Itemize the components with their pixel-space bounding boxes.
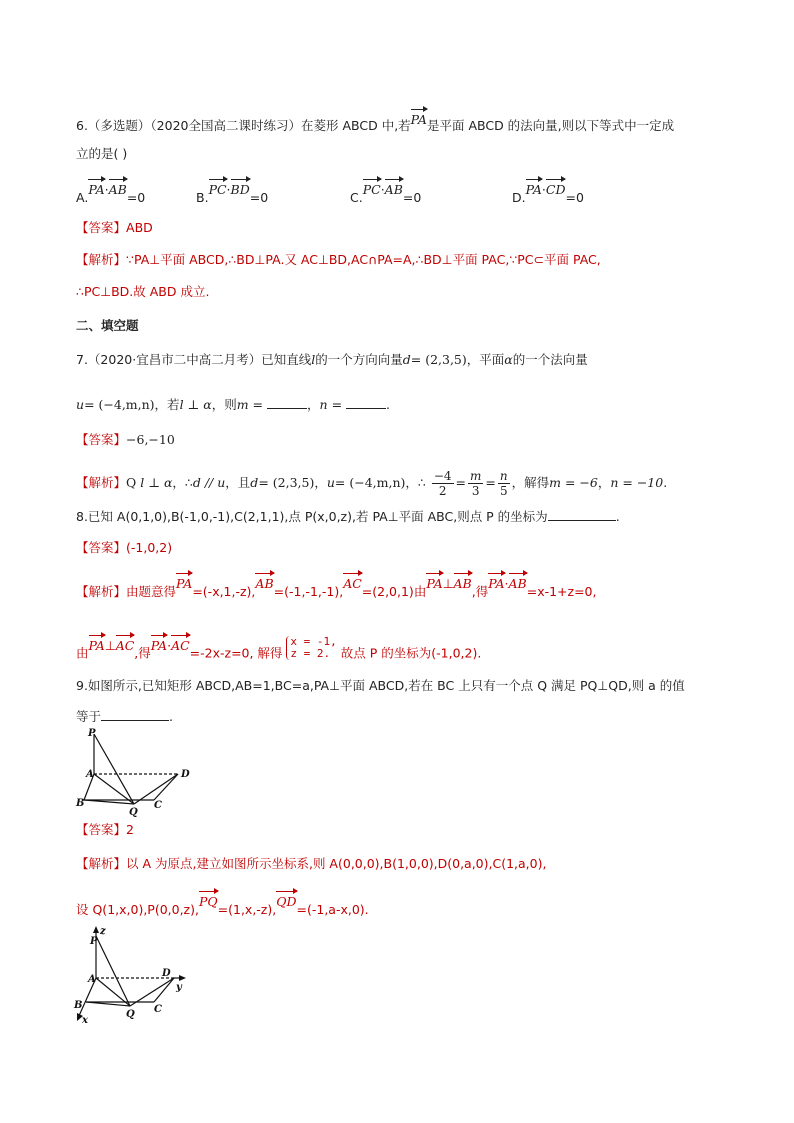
var-u: u: [326, 475, 335, 490]
fig-label-d: D: [162, 968, 171, 979]
result-m: m = −6: [549, 475, 598, 490]
analysis-text: 由题意得: [126, 584, 177, 599]
vector: PC: [362, 182, 381, 197]
q7-text: ，若: [154, 397, 180, 412]
q7-text: ，: [314, 475, 327, 490]
q9-text: 等于: [76, 709, 102, 724]
perp: ⊥: [442, 576, 454, 591]
perp: ⊥: [104, 637, 116, 653]
numerator: m: [470, 469, 482, 483]
vector: PC: [208, 182, 227, 197]
comma: ，: [307, 397, 320, 412]
parallel-statement: d // u: [192, 475, 226, 490]
system-line: x = -1,: [290, 635, 337, 648]
q9-line2: [76, 708, 173, 725]
vector-u-value: = (−4,m,n): [334, 475, 406, 490]
q7-text: ，平面: [466, 352, 505, 367]
var-d: d: [250, 475, 259, 490]
answer-tag: 【答案】: [76, 432, 127, 447]
q9-text: 9.如图所示,已知矩形 ABCD,AB=1,BC=a,PA⊥平面 ABCD,若在 BC 上只有一个点 Q 满足 PQ⊥QD,则 a 的值: [76, 678, 685, 693]
q6-answer: [76, 220, 153, 236]
fig-label-c: C: [154, 800, 162, 811]
q9-figure: [76, 726, 192, 818]
answer-value: −6,−10: [126, 432, 175, 447]
q7-text: 的一个法向量: [512, 352, 588, 367]
q6-line1: [76, 112, 675, 134]
var-m: m =: [236, 397, 264, 412]
denominator: 5: [499, 484, 508, 498]
q7-text: ，则: [211, 397, 237, 412]
q6-analysis-1: [76, 252, 601, 268]
vector: AC: [115, 637, 135, 653]
vector: PA: [525, 182, 542, 197]
answer-tag: 【答案】: [76, 822, 127, 837]
q8-text: 8.已知 A(0,1,0),B(-1,0,-1),C(2,1,1),点 P(x,0,z),若 PA⊥平面 ABC,则点 P 的坐标为: [76, 509, 548, 524]
option-c-label: C.: [350, 190, 363, 205]
vector: AB: [508, 576, 527, 591]
q7-answer: [76, 432, 175, 448]
vector: AC: [171, 637, 190, 653]
answer-blank-n[interactable]: [346, 396, 386, 409]
q7-text: ，: [597, 475, 611, 490]
vector: AB: [255, 576, 274, 591]
analysis-tag: 【解析】: [76, 856, 127, 871]
q6-text-1b: 是平面 ABCD 的法向量,则以下等式中一定成: [426, 118, 675, 133]
fig-label-q: Q: [126, 1009, 135, 1020]
analysis-text: =(-1,a-x,0).: [296, 902, 369, 917]
q9-analysis-1: [76, 856, 546, 872]
analysis-tag: 【解析】: [76, 252, 127, 267]
fig-label-q: Q: [129, 807, 138, 818]
period: .: [169, 709, 173, 724]
result-n: n = −10: [610, 475, 664, 490]
condition: l ⊥ α: [140, 475, 173, 490]
q6-option-b: B.PC·BD=0: [196, 182, 269, 205]
numerator: n: [499, 469, 508, 483]
vector: AC: [343, 576, 362, 591]
analysis-text: ∴PC⊥BD.故 ABD 成立.: [76, 284, 210, 299]
analysis-text: ,得: [134, 645, 151, 661]
fraction: [498, 469, 510, 498]
fig-label-c: C: [154, 1004, 162, 1015]
analysis-text: 以 A 为原点,建立如图所示坐标系,则 A(0,0,0),B(1,0,0),D(0,a,0),C(1,a,0),: [126, 856, 547, 871]
var-n: n =: [319, 397, 343, 412]
fig-label-z: z: [100, 926, 106, 937]
q6-option-d: D.PA·CD=0: [512, 182, 584, 205]
answer-blank[interactable]: [548, 508, 616, 521]
analysis-text: =(-x,1,-z),: [192, 584, 256, 599]
q6-text-1: 6.（多选题）（2020全国高二课时练习）在菱形 ABCD 中,若: [76, 118, 411, 133]
q-symbol: Q: [126, 475, 137, 490]
equals: =: [455, 475, 467, 490]
dot: ·: [167, 637, 172, 653]
vector: AB: [384, 182, 403, 197]
option-a-tail: =0: [126, 190, 146, 205]
analysis-text: 设 Q(1,x,0),P(0,0,z),: [76, 902, 199, 917]
vector: PQ: [198, 894, 218, 909]
vector: PA: [88, 182, 105, 197]
fig-label-b: B: [74, 1000, 83, 1011]
q7-analysis: [76, 466, 667, 500]
denominator: 3: [471, 484, 480, 498]
fig-label-p: P: [90, 936, 98, 947]
option-c-tail: =0: [402, 190, 422, 205]
option-d-tail: =0: [565, 190, 584, 205]
analysis-text: =(1,x,-z),: [217, 902, 277, 917]
analysis-text: 由: [76, 645, 89, 661]
vector: CD: [545, 182, 566, 197]
q6-line2: [76, 146, 127, 162]
option-b-label: B.: [196, 190, 209, 205]
var-u: u: [76, 397, 85, 412]
answer-tag: 【答案】: [76, 540, 127, 555]
q6-option-c: C.PC·AB=0: [350, 182, 422, 205]
dot: ·: [504, 576, 509, 591]
vector-pa: PA: [410, 112, 427, 127]
period: .: [663, 475, 668, 490]
section-heading: [76, 318, 139, 334]
analysis-text: ,得: [471, 584, 489, 599]
equation-system: [286, 636, 336, 660]
vector: PA: [150, 637, 168, 653]
q6-text-2: 立的是( ): [76, 146, 128, 161]
q9-line1: [76, 678, 685, 694]
answer-blank[interactable]: [101, 708, 169, 721]
q7-text: ，解得: [511, 475, 550, 490]
answer-value: (-1,0,2): [126, 540, 173, 555]
numerator: −4: [433, 469, 452, 483]
q7-text: 7.（2020·宜昌市二中高二月考）已知直线: [76, 352, 312, 367]
var-alpha: α: [504, 352, 513, 367]
q7-text: ，且: [225, 475, 251, 490]
fig-label-a: A: [86, 769, 94, 780]
answer-tag: 【答案】: [76, 220, 127, 235]
fraction: [432, 469, 454, 498]
answer-blank-m[interactable]: [267, 396, 307, 409]
q6-analysis-2: [76, 284, 209, 300]
answer-value: ABD: [126, 220, 153, 235]
fig-label-y: y: [176, 982, 182, 993]
q9-analysis-2: [76, 894, 369, 918]
analysis-text: =(2,0,1)由: [361, 584, 427, 599]
vector: PA: [176, 576, 193, 591]
q9-answer: [76, 822, 134, 838]
analysis-text: 故点 P 的坐标为(-1,0,2).: [340, 645, 482, 661]
vector: QD: [276, 894, 297, 909]
q6-option-a: A.PA·AB=0: [76, 182, 146, 205]
q8-analysis-2: [76, 635, 482, 666]
analysis-text: =(-1,-1,-1),: [273, 584, 344, 599]
vector-d-value: = (2,3,5): [258, 475, 315, 490]
vector: PA: [88, 637, 105, 653]
q7-text: ，∴: [405, 475, 426, 490]
vector-u-value: = (−4,m,n): [84, 397, 155, 412]
q7-line2: [76, 396, 390, 413]
analysis-tag: 【解析】: [76, 584, 127, 599]
q8-answer: [76, 540, 172, 556]
fraction: [468, 469, 483, 498]
period: .: [615, 509, 620, 524]
answer-value: 2: [126, 822, 134, 837]
analysis-tag: 【解析】: [76, 475, 127, 490]
fig-label-b: B: [76, 798, 85, 809]
condition: l ⊥ α: [179, 397, 212, 412]
q8-line1: [76, 508, 620, 525]
q7-line1: [76, 352, 588, 368]
var-l: l: [311, 352, 316, 367]
system-line: z = 2.: [290, 647, 331, 660]
analysis-text: =-2x-z=0, 解得: [189, 645, 283, 661]
q7-text: ，∴: [172, 475, 193, 490]
q7-text: 的一个方向向量: [315, 352, 403, 367]
equals: =: [485, 475, 496, 490]
fig-label-p: P: [88, 728, 96, 739]
denominator: 2: [438, 484, 447, 498]
fig-label-x: x: [82, 1015, 88, 1026]
vector-d-value: = (2,3,5): [410, 352, 467, 367]
analysis-text: ∵PA⊥平面 ABCD,∴BD⊥PA.又 AC⊥BD,AC∩PA=A,∴BD⊥平面 PAC,∵PC⊂平面 PAC,: [126, 252, 601, 267]
option-a-label: A.: [76, 190, 89, 205]
section-title: 二、填空题: [76, 318, 139, 333]
fig-label-d: D: [181, 769, 190, 780]
var-d: d: [402, 352, 411, 367]
period: .: [386, 397, 391, 412]
option-b-tail: =0: [249, 190, 269, 205]
vector: BD: [230, 182, 250, 197]
q9-coordinate-figure: [74, 924, 194, 1024]
vector: PA: [488, 576, 505, 591]
vector: PA: [426, 576, 443, 591]
fig-label-a: A: [88, 974, 96, 985]
option-d-label: D.: [512, 190, 526, 205]
analysis-text: =x-1+z=0,: [526, 584, 597, 599]
q8-analysis-1: [76, 576, 597, 600]
vector: AB: [108, 182, 127, 197]
vector: AB: [453, 576, 472, 591]
